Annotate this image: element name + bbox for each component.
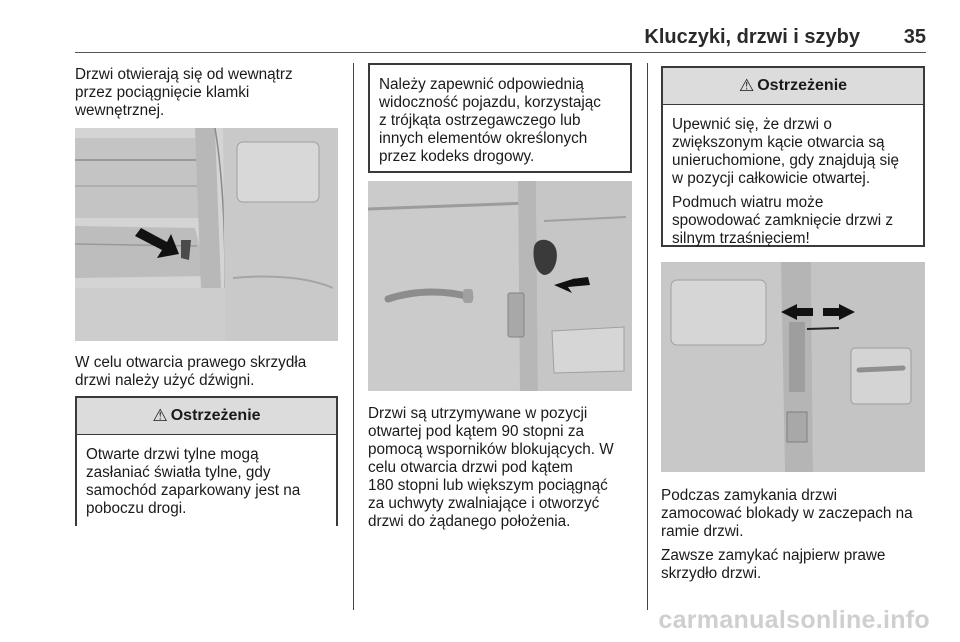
warning-header-2 [663,68,923,105]
lever-paragraph: W celu otwarcia prawego skrzydła drzwi należy użyć dźwigni. [75,354,307,389]
warning-body-2: Podmuch wiatru może spowodować zamknięcie drzwi z silnym trzaśnięciem! [672,194,894,247]
header-rule [75,52,926,53]
figure-inner-handle [75,128,338,341]
warning-heading-2: Ostrzeżenie [757,77,848,94]
warning-body-1: Upewnić się, że drzwi o zwiększonym kącie otwarcia są unieruchomione, gdy znajdują się w pozycji całkowicie otwartej. [672,116,900,187]
warning-triangle-icon-2: ⚠ [738,76,755,95]
figure-door-catch [661,262,925,472]
warning-header [77,398,336,435]
visibility-note: Należy zapewnić odpowiednią widoczność pojazdu, korzystając z trójkąta ostrzegawczego lub innych elementów określonych przez kodeks drogowy. [379,76,601,165]
column-separator-1 [353,63,354,610]
warning-box-wind [661,66,925,247]
closing-paragraph: Podczas zamykania drzwi zamocować blokady w zaczepach na ramie drzwi. [661,487,913,540]
order-paragraph: Zawsze zamykać najpierw prawe skrzydło drzwi. [661,547,886,582]
section-title: Kluczyki, drzwi i szyby [644,26,860,48]
figure-release-handle [368,181,632,391]
warning-box-taillights [75,396,338,526]
visibility-note-box [368,63,632,173]
column-separator-2 [647,63,648,610]
intro-paragraph: Drzwi otwierają się od wewnątrz przez pociągnięcie klamki wewnętrznej. [75,66,293,119]
warning-heading: Ostrzeżenie [170,407,261,424]
warning-body: Otwarte drzwi tylne mogą zasłaniać światła tylne, gdy samochód zaparkowany jest na poboczu drogi. [86,446,301,517]
page-number: 35 [903,26,926,48]
retain-paragraph: Drzwi są utrzymywane w pozycji otwartej pod kątem 90 stopni za pomocą wsporników blokujących. W celu otwarcia drzwi pod kątem 180 stopni lub większym pociągnąć za uchwyty zwalniające i otworzyć drzwi do żądanego położenia. [368,405,614,530]
watermark: carmanualsonline.info [658,606,930,634]
warning-triangle-icon: ⚠ [152,406,168,425]
